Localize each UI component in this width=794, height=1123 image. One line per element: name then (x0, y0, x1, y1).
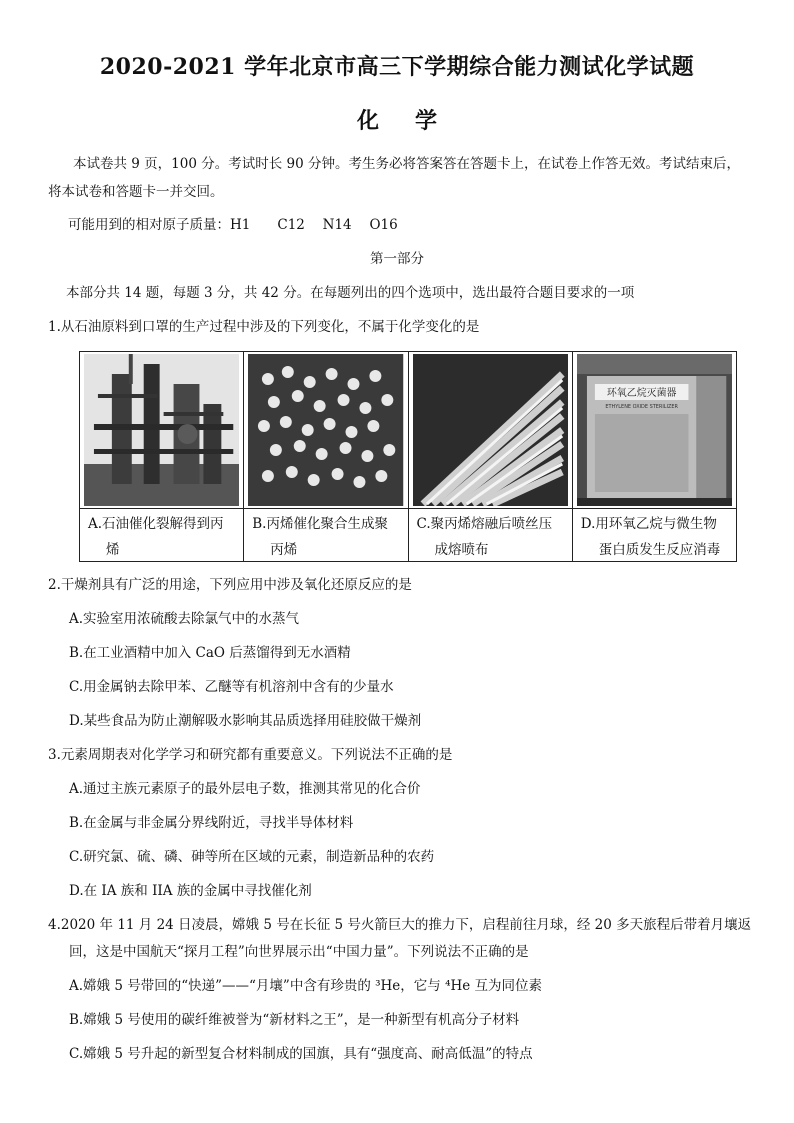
part-heading: 第一部分 (370, 251, 424, 267)
q3-option-d: D.在 IA 族和 IIA 族的金属中寻找催化剂 (69, 883, 312, 899)
q1-option-table (79, 351, 737, 562)
refinery-image (84, 354, 239, 506)
q3-option-a: A.通过主族元素原子的最外层电子数，推测其常见的化合价 (69, 781, 421, 797)
q3-option-c: C.研究氯、硫、磷、砷等所在区域的元素，制造新品种的农药 (69, 849, 435, 865)
q1-option-b-line2: 丙烯 (270, 542, 298, 558)
q1-image-cell-b (244, 352, 408, 509)
polypropylene-pellets-image (248, 354, 403, 506)
q1-option-b (244, 509, 408, 562)
q2-option-a: A.实验室用浓硫酸去除氯气中的水蒸气 (69, 611, 300, 627)
q4-stem-line2: 回，这是中国航天“探月工程”向世界展示出“中国力量”。下列说法不正确的是 (69, 944, 529, 960)
exam-title: 2020-2021 学年北京市高三下学期综合能力测试化学试题 (99, 54, 695, 80)
q1-option-b-line1: B.丙烯催化聚合生成聚 (252, 516, 388, 532)
meltblown-fabric-image (413, 354, 568, 506)
q1-option-d-line2: 蛋白质发生反应消毒 (598, 542, 721, 558)
q1-option-c (408, 509, 572, 562)
q1-image-cell-c (408, 352, 572, 509)
q1-option-a (80, 509, 244, 562)
q1-option-c-line1: C.聚丙烯熔融后喷丝压 (416, 516, 553, 532)
part-description: 本部分共 14 题，每题 3 分，共 42 分。在每题列出的四个选项中，选出最符合题目要求的一项 (66, 285, 635, 301)
q1-image-cell-a (80, 352, 244, 509)
intro-line-1: 本试卷共 9 页，100 分。考试时长 90 分钟。考生务必将答案答在答题卡上，在试卷上作答无效。考试结束后， (73, 156, 740, 172)
q2-stem: 2.干燥剂具有广泛的用途，下列应用中涉及氧化还原反应的是 (48, 577, 412, 593)
subject-heading: 化学 (356, 108, 473, 134)
q2-option-c: C.用金属钠去除甲苯、乙醚等有机溶剂中含有的少量水 (69, 679, 394, 695)
atomic-masses: 可能用到的相对原子质量：H1 C12 N14 O16 (68, 217, 398, 233)
sterilizer-image (577, 354, 732, 506)
q2-option-d: D.某些食品为防止潮解吸水影响其品质选择用硅胶做干燥剂 (69, 713, 422, 729)
q1-option-d (572, 509, 736, 562)
q4-option-b: B.嫦娥 5 号使用的碳纤维被誉为“新材料之王”，是一种新型有机高分子材料 (69, 1012, 520, 1028)
q3-stem: 3.元素周期表对化学学习和研究都有重要意义。下列说法不正确的是 (48, 747, 453, 763)
q1-stem: 1.从石油原料到口罩的生产过程中涉及的下列变化，不属于化学变化的是 (48, 319, 480, 335)
q4-stem-line1: 4.2020 年 11 月 24 日凌晨，嫦娥 5 号在长征 5 号火箭巨大的推力下，启程前往月球，经 20 多天旅程后带着月壤返 (48, 917, 752, 933)
q1-image-cell-d (572, 352, 736, 509)
q4-option-a: A.嫦娥 5 号带回的“快递”——“月壤”中含有珍贵的 ³He，它与 ⁴He 互为同位素 (69, 978, 543, 994)
q4-option-c: C.嫦娥 5 号升起的新型复合材料制成的国旗，具有“强度高、耐高低温”的特点 (69, 1046, 533, 1062)
q1-option-d-line1: D.用环氧乙烷与微生物 (580, 516, 717, 532)
q2-option-b: B.在工业酒精中加入 CaO 后蒸馏得到无水酒精 (69, 645, 351, 661)
q1-option-c-line2: 成熔喷布 (434, 542, 489, 558)
q1-option-a-line1: A.石油催化裂解得到丙 (88, 516, 224, 532)
q1-option-a-line2: 烯 (106, 542, 120, 558)
q3-option-b: B.在金属与非金属分界线附近，寻找半导体材料 (69, 815, 354, 831)
sterilizer-sub-text: ETHYLENE OXIDE STERILIZER (605, 403, 678, 411)
intro-line-2: 将本试卷和答题卡一并交回。 (48, 184, 224, 200)
sterilizer-label-text: 环氧乙烷灭菌器 (606, 387, 677, 400)
